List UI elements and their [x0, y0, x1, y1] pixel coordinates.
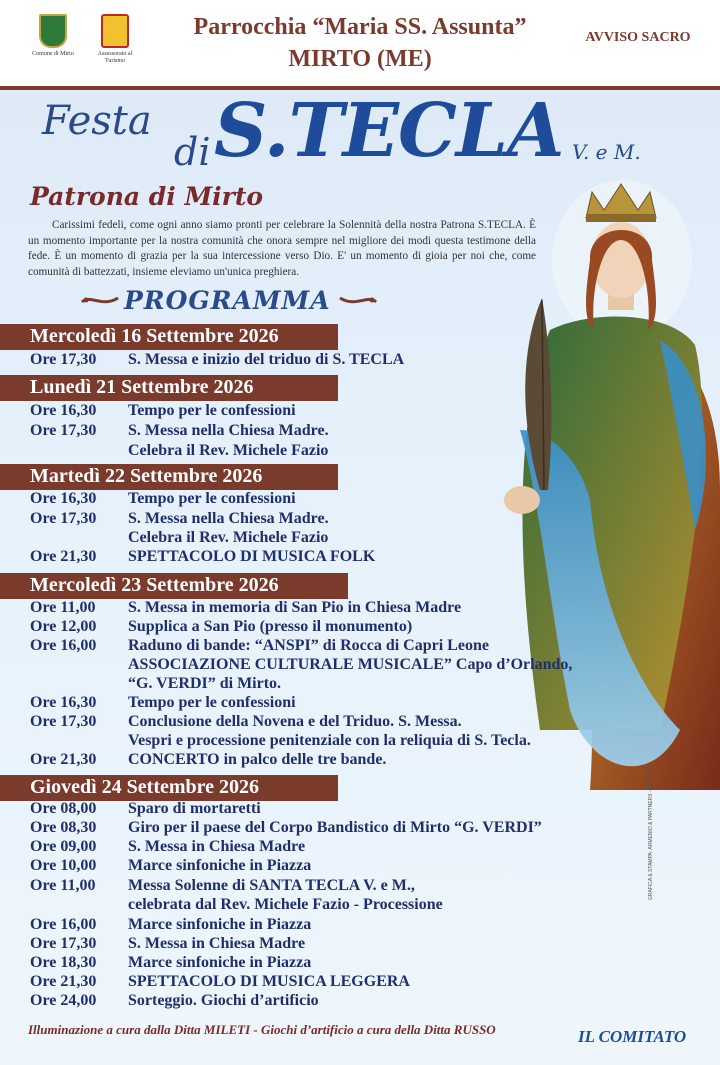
assessorato-caption: Assessorato al Turismo	[97, 51, 133, 64]
day-header-bar	[0, 375, 338, 401]
schedule-row	[30, 837, 305, 857]
day-header-bar	[0, 573, 348, 599]
event-time: Ore 21,30	[30, 751, 97, 768]
event-time: Ore 17,30	[30, 713, 97, 730]
event-desc: Conclusione della Novena e del Triduo. S. Messa.	[128, 713, 462, 730]
event-time: Ore 17,30	[30, 935, 97, 952]
event-time: Ore 16,30	[30, 490, 97, 507]
schedule-row	[30, 799, 261, 819]
title-festa: Festa	[42, 98, 152, 144]
event-time: Ore 16,00	[30, 637, 97, 654]
schedule-row	[30, 547, 375, 567]
programma-title: PROGRAMMA	[124, 286, 331, 315]
event-desc: Marce sinfoniche in Piazza	[128, 916, 312, 933]
event-desc-continued: Celebra il Rev. Michele Fazio	[128, 442, 329, 459]
parish-town: MIRTO (ME)	[288, 46, 432, 72]
day-header-bar	[0, 324, 338, 350]
day-label: Martedì 22 Settembre 2026	[30, 465, 263, 487]
schedule-row	[30, 972, 410, 992]
day-header-bar	[0, 464, 338, 490]
event-time: Ore 09,00	[30, 838, 97, 855]
schedule-row	[30, 636, 489, 656]
event-time: Ore 18,30	[30, 954, 97, 971]
schedule-row	[30, 421, 329, 441]
title-suffix: V. e M.	[572, 140, 641, 164]
comune-crest	[30, 14, 76, 58]
subtitle: Patrona di Mirto	[30, 182, 264, 211]
header	[0, 0, 720, 86]
event-time: Ore 24,00	[30, 992, 97, 1009]
assessorato-logo	[92, 14, 138, 65]
trinacria-logo-icon	[101, 14, 129, 48]
event-time: Ore 16,30	[30, 402, 97, 419]
comune-crest-caption: Comune di Mirto	[32, 51, 74, 57]
title-di: di	[174, 130, 211, 174]
intro-paragraph: Carissimi fedeli, come ogni anno siamo pronti per celebrare la Solennità della nostra Patrona S.TECLA. È un momento importante per la nostra comunità che onora sempre nel migliore dei modi questa testimone della fede. È un momento di grazia per la sua intercessione verso Dio. E' un momento di gioia per noi che, come comunità di battezzati, insieme eleviamo un'unica preghiera.	[28, 219, 536, 278]
day-header-bar	[0, 775, 338, 801]
event-time: Ore 12,00	[30, 618, 97, 635]
programma-heading	[80, 284, 400, 320]
event-desc-continued: “G. VERDI” di Mirto.	[128, 675, 282, 692]
event-desc: SPETTACOLO DI MUSICA FOLK	[128, 548, 376, 565]
event-time: Ore 08,30	[30, 819, 97, 836]
event-time: Ore 08,00	[30, 800, 97, 817]
event-desc: Sparo di mortaretti	[128, 800, 261, 817]
event-time: Ore 16,00	[30, 916, 97, 933]
day-label: Mercoledì 16 Settembre 2026	[30, 325, 279, 347]
event-desc: S. Messa nella Chiesa Madre.	[128, 422, 329, 439]
day-label: Giovedì 24 Settembre 2026	[30, 776, 260, 798]
schedule-row	[30, 401, 296, 421]
event-desc: Tempo per le confessioni	[128, 694, 296, 711]
footer-committee: IL COMITATO	[578, 1027, 687, 1046]
event-desc: CONCERTO in palco delle tre bande.	[128, 751, 387, 768]
schedule-row	[30, 598, 461, 618]
day-label: Mercoledì 23 Settembre 2026	[30, 574, 279, 596]
event-time: Ore 16,30	[30, 694, 97, 711]
parish-title: Parrocchia “Maria SS. Assunta”	[193, 14, 527, 40]
event-desc: S. Messa nella Chiesa Madre.	[128, 510, 329, 527]
event-desc: Raduno di bande: “ANSPI” di Rocca di Capri Leone	[128, 637, 489, 654]
notice-label: AVVISO SACRO	[585, 30, 691, 45]
event-time: Ore 21,30	[30, 973, 97, 990]
event-desc: S. Messa in memoria di San Pio in Chiesa Madre	[128, 599, 462, 616]
flourish-right-icon	[338, 294, 378, 306]
event-desc: Sorteggio. Giochi d’artificio	[128, 992, 319, 1009]
print-credit: GRAFICA & STAMPA: ARMENIO & PARTNERS - BROLO	[648, 771, 654, 900]
flourish-left-icon	[80, 294, 120, 306]
schedule-row	[30, 750, 386, 770]
schedule-row	[30, 509, 329, 529]
day-label: Lunedì 21 Settembre 2026	[30, 376, 254, 398]
schedule-row	[30, 693, 296, 713]
schedule-row	[30, 934, 305, 954]
event-desc-continued: celebrata dal Rev. Michele Fazio - Processione	[128, 896, 443, 913]
event-desc: Tempo per le confessioni	[128, 402, 296, 419]
schedule-row	[30, 991, 319, 1011]
event-desc: S. Messa in Chiesa Madre	[128, 935, 306, 952]
event-desc: Marce sinfoniche in Piazza	[128, 857, 312, 874]
schedule-row	[30, 856, 311, 876]
comune-crest-icon	[39, 14, 67, 48]
schedule-row	[30, 350, 404, 370]
event-desc: S. Messa e inizio del triduo di S. TECLA	[128, 351, 405, 368]
event-time: Ore 11,00	[30, 599, 96, 616]
event-time: Ore 17,30	[30, 510, 97, 527]
event-desc: Supplica a San Pio (presso il monumento)	[128, 618, 413, 635]
schedule-row	[30, 915, 311, 935]
schedule-row	[30, 712, 462, 732]
schedule-row	[30, 489, 296, 509]
event-time: Ore 11,00	[30, 877, 96, 894]
event-desc: S. Messa in Chiesa Madre	[128, 838, 306, 855]
event-desc: Tempo per le confessioni	[128, 490, 296, 507]
event-desc-continued: Vespri e processione penitenziale con la reliquia di S. Tecla.	[128, 732, 531, 749]
title-saint-name: S.TECLA	[214, 88, 564, 174]
footer-credits: Illuminazione a cura dalla Ditta MILETI - Giochi d’artificio a cura della Ditta RUSSO	[28, 1022, 496, 1037]
schedule-row	[30, 953, 311, 973]
event-desc: SPETTACOLO DI MUSICA LEGGERA	[128, 973, 410, 990]
schedule-row	[30, 617, 412, 637]
event-time: Ore 21,30	[30, 548, 97, 565]
event-desc: Giro per il paese del Corpo Bandistico di Mirto “G. VERDI”	[128, 819, 542, 836]
event-desc: Messa Solenne di SANTA TECLA V. e M.,	[128, 877, 415, 894]
event-time: Ore 10,00	[30, 857, 97, 874]
schedule-row	[30, 818, 542, 838]
event-desc: Marce sinfoniche in Piazza	[128, 954, 312, 971]
event-desc-continued: ASSOCIAZIONE CULTURALE MUSICALE” Capo d’Orlando,	[128, 656, 573, 673]
event-desc-continued: Celebra il Rev. Michele Fazio	[128, 529, 329, 546]
event-time: Ore 17,30	[30, 351, 97, 368]
schedule-row	[30, 876, 415, 896]
event-time: Ore 17,30	[30, 422, 97, 439]
